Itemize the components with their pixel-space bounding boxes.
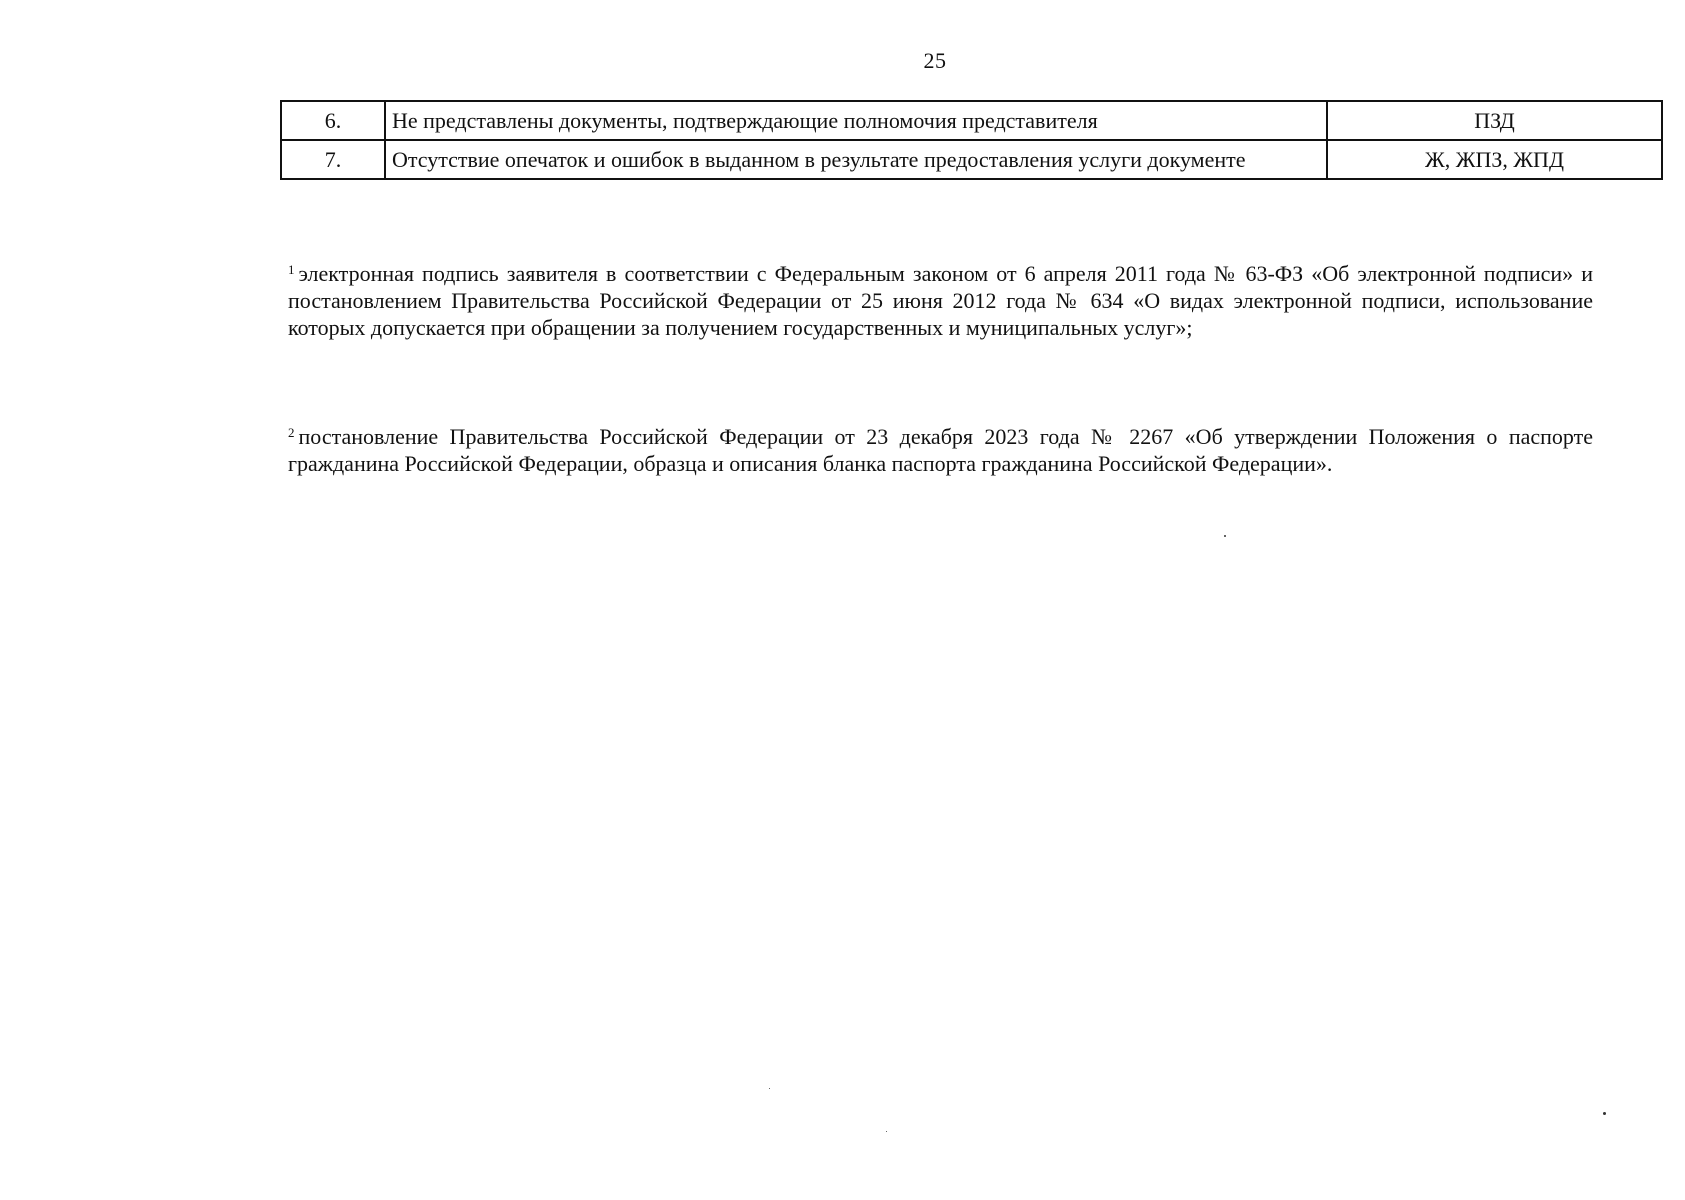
footnote-1 xyxy=(288,260,1593,341)
table-row xyxy=(281,140,1662,179)
requirements-table xyxy=(280,100,1663,180)
footnote-text: постановление Правительства Российской Федерации от 23 декабря 2023 года № 2267 «Об утверждении Положения о паспорте гражданина Российской Федерации, образца и описания бланка паспорта гражданина Российской Федерации». xyxy=(288,424,1593,476)
row-description: Отсутствие опечаток и ошибок в выданном в результате предоставления услуги документе xyxy=(385,140,1327,179)
row-description: Не представлены документы, подтверждающие полномочия представителя xyxy=(385,101,1327,140)
scan-speck xyxy=(886,1131,887,1132)
row-number: 6. xyxy=(281,101,385,140)
row-code: Ж, ЖПЗ, ЖПД xyxy=(1327,140,1662,179)
row-number: 7. xyxy=(281,140,385,179)
footnote-text: электронная подпись заявителя в соответствии с Федеральным законом от 6 апреля 2011 года № 63-ФЗ «Об электронной подписи» и постановлением Правительства Российской Федерации от 25 июня 2012 года № 634 «О видах электронной подписи, использование которых допускается при обращении за получением государственных и муниципальных услуг»; xyxy=(288,261,1593,340)
row-code: ПЗД xyxy=(1327,101,1662,140)
scan-speck xyxy=(1224,535,1226,537)
table-row xyxy=(281,101,1662,140)
page-number: 25 xyxy=(923,48,947,73)
footnote-marker: 2 xyxy=(288,425,295,440)
footnote-marker: 1 xyxy=(288,262,295,277)
footnote-2 xyxy=(288,423,1593,477)
scan-speck xyxy=(1603,1112,1606,1115)
scan-speck xyxy=(769,1088,770,1089)
